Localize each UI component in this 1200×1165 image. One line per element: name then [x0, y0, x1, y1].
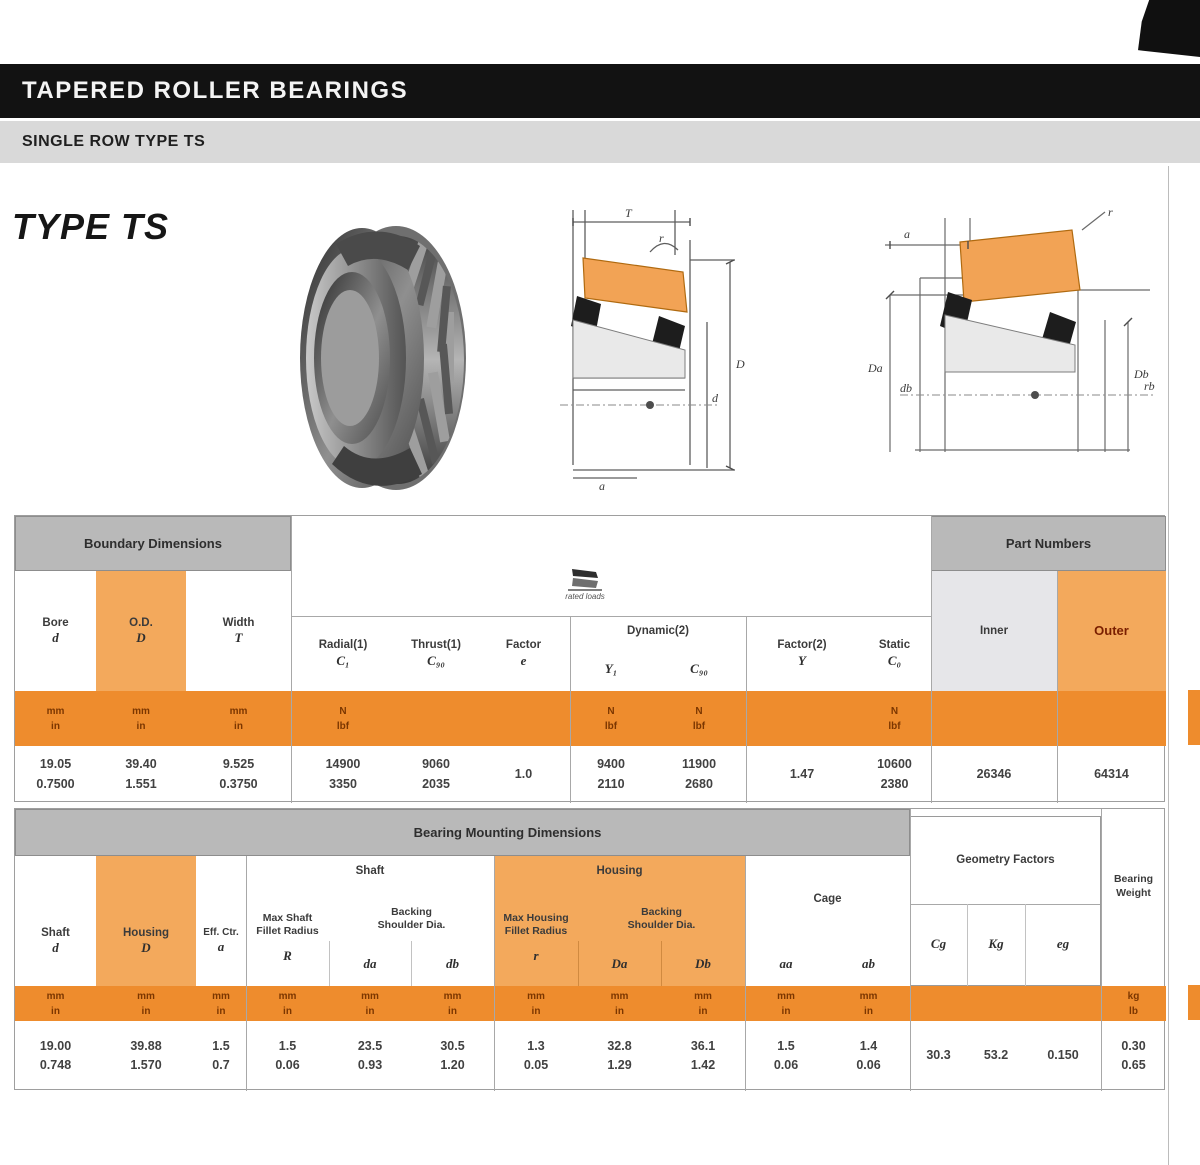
- width-label: Width: [222, 616, 255, 629]
- dim-label-r2: r: [1108, 205, 1113, 219]
- col-header-c90b: [652, 654, 746, 684]
- col-header-radial: [291, 616, 395, 691]
- t2-sep-1: [246, 856, 247, 1091]
- u2-h1: mm in: [527, 990, 545, 1017]
- unit-y1: N lbf: [604, 705, 618, 732]
- housing-Da-symbol: Da: [611, 956, 628, 971]
- thrust-symbol: C₉₀: [427, 652, 445, 668]
- part-numbers-label: Part Numbers: [1005, 536, 1092, 551]
- u2-s1: mm in: [278, 990, 297, 1017]
- cell2-eff-center: 1.5 0.7: [212, 1038, 230, 1072]
- cell-factor-e: 1.0: [514, 766, 533, 781]
- cell-c90b: 11900 2680: [681, 757, 717, 791]
- u2-h2: mm in: [610, 990, 629, 1017]
- weight-column-header: Bearing Weight: [1113, 873, 1154, 899]
- t1-sep-4: [931, 516, 932, 803]
- housing-group-label: Housing: [596, 864, 643, 877]
- boundary-dimensions-header: [15, 516, 291, 571]
- t2-sep-3: [745, 856, 746, 1091]
- factor-e-label: Factor: [505, 639, 542, 652]
- dim-label-T: T: [625, 206, 632, 220]
- cell2-cage-aa: 1.5 0.06: [773, 1038, 799, 1072]
- shaft-fillet-header: Max Shaft Fillet Radius R: [256, 911, 319, 964]
- unit-static: N lbf: [888, 705, 901, 732]
- t1-sep-3: [746, 616, 747, 803]
- static-symbol: C₀: [887, 652, 902, 668]
- u2-c2: mm in: [137, 990, 155, 1017]
- dim-label-db: db: [900, 381, 912, 395]
- unit-width: mm in: [229, 705, 248, 732]
- t2-sep-9: [661, 941, 662, 986]
- dim-label-rb: rb: [1144, 379, 1155, 393]
- t2-sep-6: [329, 941, 330, 986]
- dynamic-group-label: Dynamic(2): [627, 624, 689, 637]
- cell2-housing-Da: 32.8 1.29: [607, 1038, 632, 1072]
- housing-Db-symbol: Db: [695, 956, 711, 971]
- part-numbers-header: [931, 516, 1166, 571]
- static-label: Static: [878, 639, 911, 652]
- col-header-od: [96, 571, 186, 691]
- t2-sep-4: [910, 809, 911, 1091]
- col-header-shaft: Shaft d: [41, 926, 70, 956]
- page-edge-line: [1168, 166, 1169, 1165]
- width-symbol: T: [234, 630, 243, 646]
- cross-section-diagram: [555, 200, 790, 492]
- mounting-dimensions-header: [15, 809, 910, 856]
- shaft-backing-header: Backing Shoulder Dia.: [377, 905, 446, 931]
- cell-width: 9.525 0.3750: [219, 757, 258, 791]
- title-bar-text: TAPERED ROLLER BEARINGS: [22, 77, 409, 104]
- bearing-section-icon: [568, 566, 602, 592]
- u2-s2: mm in: [361, 990, 379, 1017]
- col-header-factor-y: [746, 616, 858, 691]
- col-header-thrust: [395, 616, 477, 691]
- cage-aa-symbol: aa: [779, 956, 793, 971]
- subtitle-bar-text: SINGLE ROW TYPE TS: [22, 133, 206, 150]
- u2-g2: mm in: [859, 990, 878, 1017]
- cell2-shaft-fillet: 1.5 0.06: [275, 1038, 300, 1072]
- factor-e-symbol: e: [520, 652, 527, 668]
- page-corner-mark: [1138, 0, 1200, 57]
- u2-c3: mm in: [212, 990, 230, 1017]
- col-header-factor-e: [477, 616, 570, 691]
- outer-label: Outer: [1094, 622, 1129, 638]
- bearing-photo: [292, 212, 472, 502]
- cell-y1: 9400 2110: [597, 757, 625, 791]
- cage-group-label: Cage: [813, 892, 842, 905]
- col-header-dynamic-group: [570, 620, 746, 642]
- mounting-dimensions-table: [14, 808, 1165, 1090]
- mounting-diagram: [860, 200, 1162, 492]
- cell-static: 10600 2380: [877, 757, 912, 791]
- geometry-factors-header: Geometry Factors: [956, 853, 1055, 866]
- subtitle-bar: [0, 121, 1200, 163]
- bore-label: Bore: [42, 616, 69, 629]
- rated-loads-icon-block: [530, 554, 640, 612]
- cell2-housing-Db: 36.1 1.42: [690, 1038, 716, 1072]
- shaft-group-label: Shaft: [355, 864, 385, 877]
- outer-column-header: [1057, 571, 1166, 691]
- y1-symbol: Y₁: [604, 661, 618, 676]
- t2-sep-11: [1025, 904, 1026, 986]
- col-header-housing: Housing D: [123, 926, 169, 956]
- cell2-shaft: 19.00 0.748: [39, 1038, 72, 1072]
- u2-w: kg lb: [1127, 990, 1140, 1017]
- dim-label-Db: Db: [1134, 367, 1149, 381]
- bore-symbol: d: [52, 630, 59, 646]
- cell2-geo-eg: 0.150: [1047, 1048, 1079, 1063]
- unit-bore: mm in: [46, 705, 65, 732]
- cell-outer-part: 64314: [1094, 766, 1129, 781]
- rated-loads-caption: rated loads: [565, 591, 605, 601]
- edge-sliver-1: [1188, 690, 1200, 745]
- title-bar: [0, 64, 1200, 118]
- t2-sep-8: [578, 941, 579, 986]
- cell2-shaft-da: 23.5 0.93: [357, 1038, 383, 1072]
- cell2-housing-fillet: 1.3 0.05: [523, 1038, 549, 1072]
- factor-y-symbol: Y: [798, 652, 806, 668]
- cell-radial: 14900 3350: [325, 757, 361, 791]
- unit-c90b: N lbf: [692, 705, 706, 732]
- housing-backing-header: Backing Shoulder Dia.: [627, 905, 696, 931]
- housing-fillet-header: Max Housing Fillet Radius r: [503, 911, 569, 964]
- t2-sep-7: [411, 941, 412, 986]
- mounting-dimensions-label: Bearing Mounting Dimensions: [413, 825, 602, 840]
- u2-h3: mm in: [694, 990, 712, 1017]
- col-header-static: [858, 616, 931, 691]
- dim-label-d: d: [712, 391, 718, 405]
- u2-g1: mm in: [777, 990, 795, 1017]
- boundary-dimensions-label: Boundary Dimensions: [84, 536, 222, 551]
- cell2-housing: 39.88 1.570: [130, 1038, 162, 1072]
- dim-label-r: r: [659, 231, 664, 245]
- geo-cg-symbol: Cg: [930, 936, 947, 951]
- col-header-y1: [570, 654, 652, 684]
- inner-label: Inner: [979, 624, 1009, 637]
- cell2-weight: 0.30 0.65: [1121, 1038, 1146, 1072]
- c90b-symbol: C₉₀: [690, 661, 708, 676]
- cell-thrust: 9060 2035: [422, 757, 450, 791]
- dim-label-a2: a: [904, 227, 910, 241]
- radial-label: Radial(1): [318, 639, 368, 652]
- geometry-divider: [911, 904, 1100, 905]
- cell-bore: 19.05 0.7500: [36, 757, 75, 791]
- dim-label-a: a: [599, 479, 605, 492]
- thrust-label: Thrust(1): [411, 639, 461, 652]
- col-header-bore: [15, 571, 96, 691]
- page-title: TYPE TS: [12, 206, 170, 247]
- factor-y-label: Factor(2): [777, 639, 827, 652]
- unit-od: mm in: [132, 705, 150, 732]
- cell2-shaft-db: 30.5 1.20: [440, 1038, 465, 1072]
- dim-label-D: D: [736, 357, 745, 371]
- shaft-db-symbol: db: [446, 956, 459, 971]
- u2-c1: mm in: [46, 990, 65, 1017]
- cell2-geo-cg: 30.3: [926, 1048, 951, 1063]
- cell-factor-y: 1.47: [789, 766, 815, 781]
- u2-s3: mm in: [443, 990, 462, 1017]
- cell-od: 39.40 1.551: [125, 757, 157, 791]
- t2-sep-5: [1101, 809, 1102, 1091]
- edge-sliver-2: [1188, 985, 1200, 1020]
- col-header-eff-center: Eff. Ctr. a: [203, 926, 239, 955]
- cell2-cage-ab: 1.4 0.06: [856, 1038, 881, 1072]
- od-symbol: D: [136, 630, 146, 646]
- radial-symbol: C₁: [336, 652, 350, 668]
- cell2-geo-kg: 53.2: [983, 1048, 1009, 1063]
- dimensions-ratings-table: [14, 515, 1165, 802]
- shaft-da-symbol: da: [363, 956, 377, 971]
- t2-sep-10: [967, 904, 968, 986]
- cell-inner-part: 26346: [976, 766, 1012, 781]
- geo-eg-symbol: eg: [1056, 936, 1070, 951]
- t1-sep-2: [570, 616, 571, 803]
- od-label: O.D.: [129, 616, 153, 629]
- t1-sep-5: [1057, 571, 1058, 803]
- t1-sep-1: [291, 516, 292, 803]
- unit-radial: N lbf: [336, 705, 350, 732]
- cage-ab-symbol: ab: [862, 956, 875, 971]
- inner-column-header: [931, 571, 1057, 691]
- t2-sep-2: [494, 856, 495, 1091]
- col-header-width: [186, 571, 291, 691]
- geo-kg-symbol: Kg: [988, 936, 1004, 951]
- dim-label-Da: Da: [868, 361, 883, 375]
